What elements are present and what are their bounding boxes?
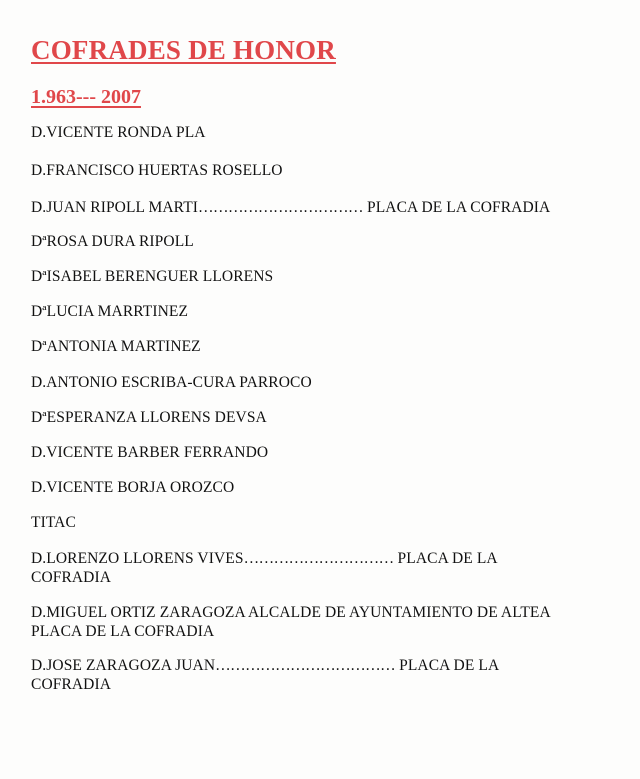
honoree-entry [31,549,498,587]
honoree-name: D.JOSE ZARAGOZA JUAN [31,657,216,674]
honoree-line [31,198,550,217]
honoree-name: D.JUAN RIPOLL MARTI [31,199,199,216]
honoree-entry [31,656,499,694]
honoree-line [31,656,499,675]
honoree-award: PLACA DE LA [399,657,500,674]
dot-leader: …………………………… [198,199,364,216]
honoree-entry [31,373,312,392]
honoree-name: DªROSA DURA RIPOLL [31,233,194,250]
honoree-entry [31,478,234,497]
honoree-award-continued: COFRADIA [31,569,112,586]
honoree-award-continued: COFRADIA [31,676,112,693]
honoree-name: DªESPERANZA LLORENS DEVSA [31,409,267,426]
honoree-entry [31,603,551,641]
honoree-entry [31,337,201,356]
honoree-name: D.FRANCISCO HUERTAS ROSELLO [31,162,283,179]
honoree-name: DªANTONIA MARTINEZ [31,338,201,355]
honoree-name: D.ANTONIO ESCRIBA-CURA PARROCO [31,374,312,391]
honoree-entry [31,161,283,180]
honoree-name: TITAC [31,514,76,531]
honoree-name: D.LORENZO LLORENS VIVES [31,550,244,567]
page-subtitle: 1.963--- 2007 [31,86,141,108]
honoree-entry [31,513,76,532]
honoree-name: D.VICENTE BARBER FERRANDO [31,444,269,461]
honoree-entry [31,443,268,462]
honoree-award: PLACA DE LA COFRADIA [31,623,215,640]
honoree-entry [31,302,188,321]
honoree-name: D.MIGUEL ORTIZ ZARAGOZA ALCALDE DE AYUNTAMIENTO DE ALTEA [31,604,551,621]
honoree-award: PLACA DE LA [397,550,498,567]
honoree-entry [31,267,273,286]
page-title: COFRADES DE HONOR [31,35,336,65]
dot-leader: ………………………… [243,550,394,567]
honoree-entry [31,408,267,427]
dot-leader: ……………………………… [215,657,396,674]
honoree-entry [31,123,206,142]
honoree-name: D.VICENTE BORJA OROZCO [31,479,235,496]
honoree-line [31,549,498,568]
honoree-entry [31,198,550,217]
honoree-entry [31,232,194,251]
honoree-name: D.VICENTE RONDA PLA [31,124,206,141]
honoree-name: DªISABEL BERENGUER LLORENS [31,268,274,285]
honoree-award: PLACA DE LA COFRADIA [367,199,551,216]
honoree-name: DªLUCIA MARRTINEZ [31,303,189,320]
